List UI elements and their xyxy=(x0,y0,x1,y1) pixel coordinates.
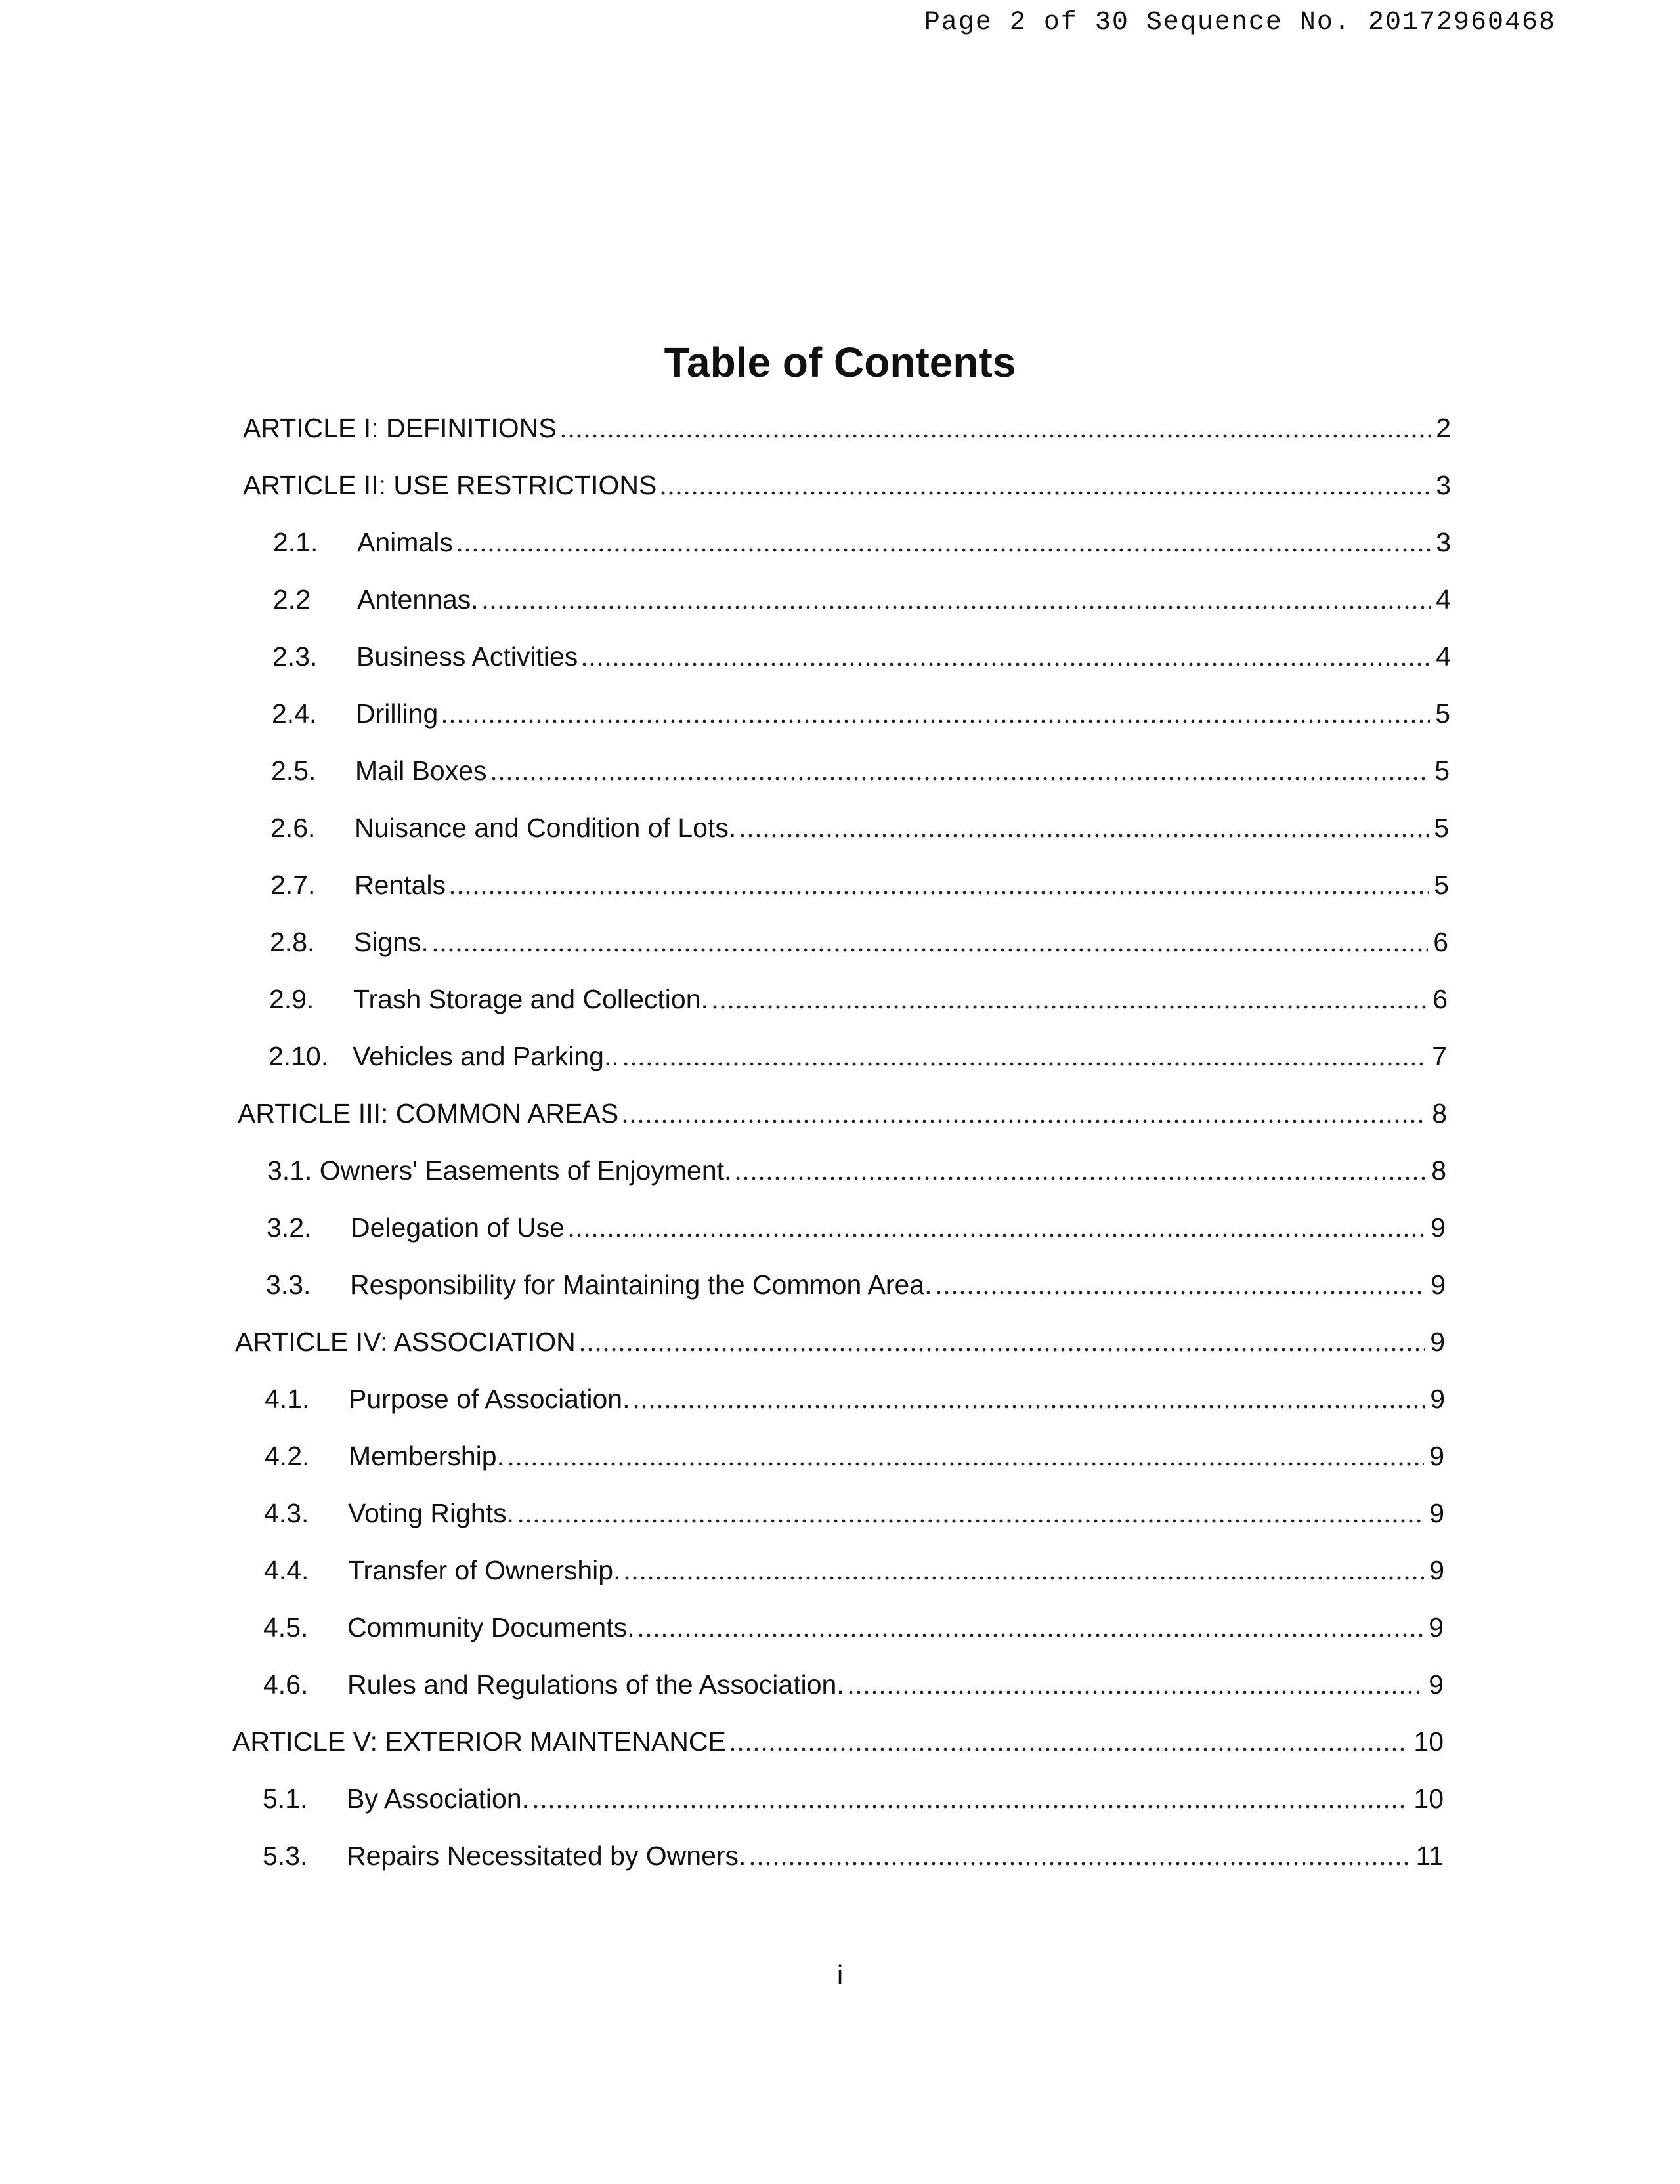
toc-entry[interactable] xyxy=(263,1665,1444,1704)
toc-entry-number: 2.3. xyxy=(272,641,318,672)
toc-entry-number: 5.1. xyxy=(263,1784,308,1814)
toc-entry-number: 3.2. xyxy=(267,1212,312,1243)
toc-entry-label: Drilling xyxy=(356,698,439,729)
toc-entry[interactable] xyxy=(267,1208,1446,1247)
toc-entry[interactable] xyxy=(273,523,1451,562)
toc-entry-page: 2 xyxy=(1436,413,1451,443)
toc-dot-leader xyxy=(935,1290,1426,1295)
toc-entry[interactable] xyxy=(270,865,1449,905)
toc-entry[interactable] xyxy=(263,1836,1444,1875)
toc-dot-leader xyxy=(632,1404,1425,1409)
toc-entry[interactable] xyxy=(232,1722,1444,1761)
toc-entry-label: Transfer of Ownership. xyxy=(348,1555,621,1585)
toc-entry-number: 4.2. xyxy=(265,1441,310,1471)
toc-entry-number: 2.8. xyxy=(270,927,315,957)
toc-entry-label: Community Documents. xyxy=(347,1612,635,1642)
toc-entry[interactable] xyxy=(265,1436,1444,1476)
toc-entry[interactable] xyxy=(270,808,1449,847)
toc-entry-number: 2.4. xyxy=(272,698,317,729)
toc-entry-number: 4.6. xyxy=(263,1669,309,1700)
toc-entry-label: ARTICLE II: USE RESTRICTIONS xyxy=(243,470,657,500)
toc-entry-label: Nuisance and Condition of Lots. xyxy=(355,813,737,843)
toc-entry-number: 2.1. xyxy=(273,527,318,557)
toc-entry[interactable] xyxy=(235,1322,1445,1361)
toc-dot-leader xyxy=(567,1233,1425,1238)
toc-entry-label: Purpose of Association. xyxy=(349,1384,630,1414)
toc-entry-label: Rentals xyxy=(355,870,446,900)
toc-entry-number: 2.7. xyxy=(270,870,316,900)
toc-entry[interactable] xyxy=(272,694,1450,733)
toc-dot-leader xyxy=(621,1119,1427,1124)
toc-dot-leader xyxy=(578,1347,1425,1352)
toc-entry-page: 9 xyxy=(1431,1270,1446,1300)
toc-dot-leader xyxy=(559,433,1431,439)
toc-entry[interactable] xyxy=(271,751,1450,790)
toc-entry[interactable] xyxy=(270,922,1448,962)
toc-entry-label: Delegation of Use xyxy=(351,1212,565,1243)
toc-entry-number: 5.3. xyxy=(263,1841,308,1871)
toc-entry[interactable] xyxy=(243,465,1451,505)
toc-dot-leader xyxy=(729,1747,1409,1752)
toc-entry-number: 4.5. xyxy=(263,1612,309,1642)
toc-entry-page: 5 xyxy=(1434,756,1450,786)
toc-dot-leader xyxy=(739,833,1429,838)
toc-entry-label: Mail Boxes xyxy=(355,756,487,786)
toc-entry-page: 9 xyxy=(1429,1498,1444,1528)
toc-dot-leader xyxy=(622,1061,1427,1067)
toc-entry[interactable] xyxy=(269,979,1448,1019)
toc-entry[interactable] xyxy=(269,1037,1447,1076)
toc-entry-label: Signs. xyxy=(354,927,429,957)
toc-dot-leader xyxy=(431,947,1428,953)
toc-entry-label: Membership. xyxy=(349,1441,504,1471)
toc-dot-leader xyxy=(481,605,1431,610)
toc-entry-label: ARTICLE IV: ASSOCIATION xyxy=(235,1327,576,1357)
toc-entry[interactable] xyxy=(272,637,1451,676)
toc-entry-label: ARTICLE I: DEFINITIONS xyxy=(243,413,557,443)
toc-entry-page: 9 xyxy=(1430,1327,1445,1357)
toc-entry[interactable] xyxy=(263,1608,1444,1647)
toc-dot-leader xyxy=(441,719,1430,724)
toc-entry-number: 2.2 xyxy=(273,584,311,614)
toc-entry[interactable] xyxy=(264,1493,1444,1533)
toc-entry-page: 5 xyxy=(1434,870,1449,900)
toc-dot-leader xyxy=(448,890,1429,895)
toc-dot-leader xyxy=(748,1861,1410,1866)
toc-entry-page: 9 xyxy=(1429,1669,1444,1700)
toc-entry-page: 9 xyxy=(1429,1441,1444,1471)
toc-entry-label: ARTICLE III: COMMON AREAS xyxy=(238,1098,619,1128)
toc-entry-label: Animals xyxy=(357,527,453,557)
toc-entry-number: 4.1. xyxy=(265,1384,310,1414)
toc-entry-number: 4.4. xyxy=(264,1555,309,1585)
toc-entry-page: 9 xyxy=(1429,1612,1444,1642)
toc-entry[interactable] xyxy=(238,1094,1447,1133)
page-title: Table of Contents xyxy=(664,339,1016,386)
toc-entry[interactable] xyxy=(263,1779,1444,1818)
table-of-contents xyxy=(0,408,1680,1918)
toc-dot-leader xyxy=(711,1004,1427,1010)
toc-entry-label: By Association. xyxy=(347,1784,530,1814)
toc-dot-leader xyxy=(637,1633,1423,1638)
toc-entry-page: 11 xyxy=(1415,1841,1444,1871)
toc-entry-number: 2.9. xyxy=(269,984,314,1014)
toc-dot-leader xyxy=(580,662,1431,667)
toc-entry-label: Rules and Regulations of the Association. xyxy=(347,1669,844,1700)
toc-entry-page: 3 xyxy=(1436,527,1451,557)
toc-entry-page: 5 xyxy=(1434,813,1449,843)
toc-dot-leader xyxy=(456,547,1431,553)
toc-entry-number: 2.6. xyxy=(270,813,316,843)
toc-entry-page: 6 xyxy=(1433,927,1448,957)
toc-entry[interactable] xyxy=(266,1265,1446,1304)
toc-entry-page: 9 xyxy=(1430,1384,1445,1414)
toc-entry-number: 2.10. xyxy=(269,1041,329,1071)
toc-dot-leader xyxy=(532,1804,1408,1809)
toc-entry-label: Responsibility for Maintaining the Common Area. xyxy=(350,1270,932,1300)
toc-entry-label: Voting Rights. xyxy=(348,1498,514,1528)
page-header: Page 2 of 30 Sequence No. 20172960468 xyxy=(924,8,1556,37)
toc-entry-label: Vehicles and Parking.. xyxy=(353,1041,619,1071)
toc-dot-leader xyxy=(507,1461,1424,1467)
toc-dot-leader xyxy=(490,776,1430,781)
toc-entry-page: 4 xyxy=(1436,641,1451,672)
toc-entry-label: Antennas. xyxy=(357,584,479,614)
toc-entry-page: 8 xyxy=(1432,1098,1447,1128)
toc-entry-label: Trash Storage and Collection. xyxy=(353,984,708,1014)
toc-entry[interactable] xyxy=(264,1551,1444,1590)
toc-entry-page: 10 xyxy=(1413,1726,1444,1757)
toc-dot-leader xyxy=(659,490,1431,496)
toc-entry[interactable] xyxy=(273,580,1451,619)
toc-entry-number: 4.3. xyxy=(264,1498,309,1528)
toc-entry-page: 7 xyxy=(1432,1041,1447,1071)
page-number-footer: i xyxy=(836,1959,844,1990)
toc-entry-label: Repairs Necessitated by Owners. xyxy=(347,1841,746,1871)
toc-entry-page: 5 xyxy=(1435,698,1450,729)
toc-entry-label: 3.1. Owners' Easements of Enjoyment. xyxy=(267,1155,732,1186)
toc-entry-page: 10 xyxy=(1413,1784,1444,1814)
toc-entry-label: ARTICLE V: EXTERIOR MAINTENANCE xyxy=(232,1726,726,1757)
toc-entry[interactable] xyxy=(267,1151,1446,1190)
toc-entry-number: 2.5. xyxy=(271,756,316,786)
toc-entry-number: 3.3. xyxy=(266,1270,311,1300)
toc-entry-page: 4 xyxy=(1436,584,1451,614)
toc-dot-leader xyxy=(734,1176,1426,1181)
toc-entry[interactable] xyxy=(265,1379,1445,1419)
toc-entry-label: Business Activities xyxy=(356,641,578,672)
toc-entry-page: 9 xyxy=(1429,1555,1444,1585)
toc-entry[interactable] xyxy=(243,408,1451,448)
toc-entry-page: 8 xyxy=(1431,1155,1446,1186)
toc-entry-page: 3 xyxy=(1436,470,1451,500)
toc-dot-leader xyxy=(623,1575,1424,1581)
toc-entry-page: 9 xyxy=(1431,1212,1446,1243)
toc-dot-leader xyxy=(847,1690,1423,1695)
toc-dot-leader xyxy=(517,1518,1424,1524)
toc-entry-page: 6 xyxy=(1432,984,1448,1014)
